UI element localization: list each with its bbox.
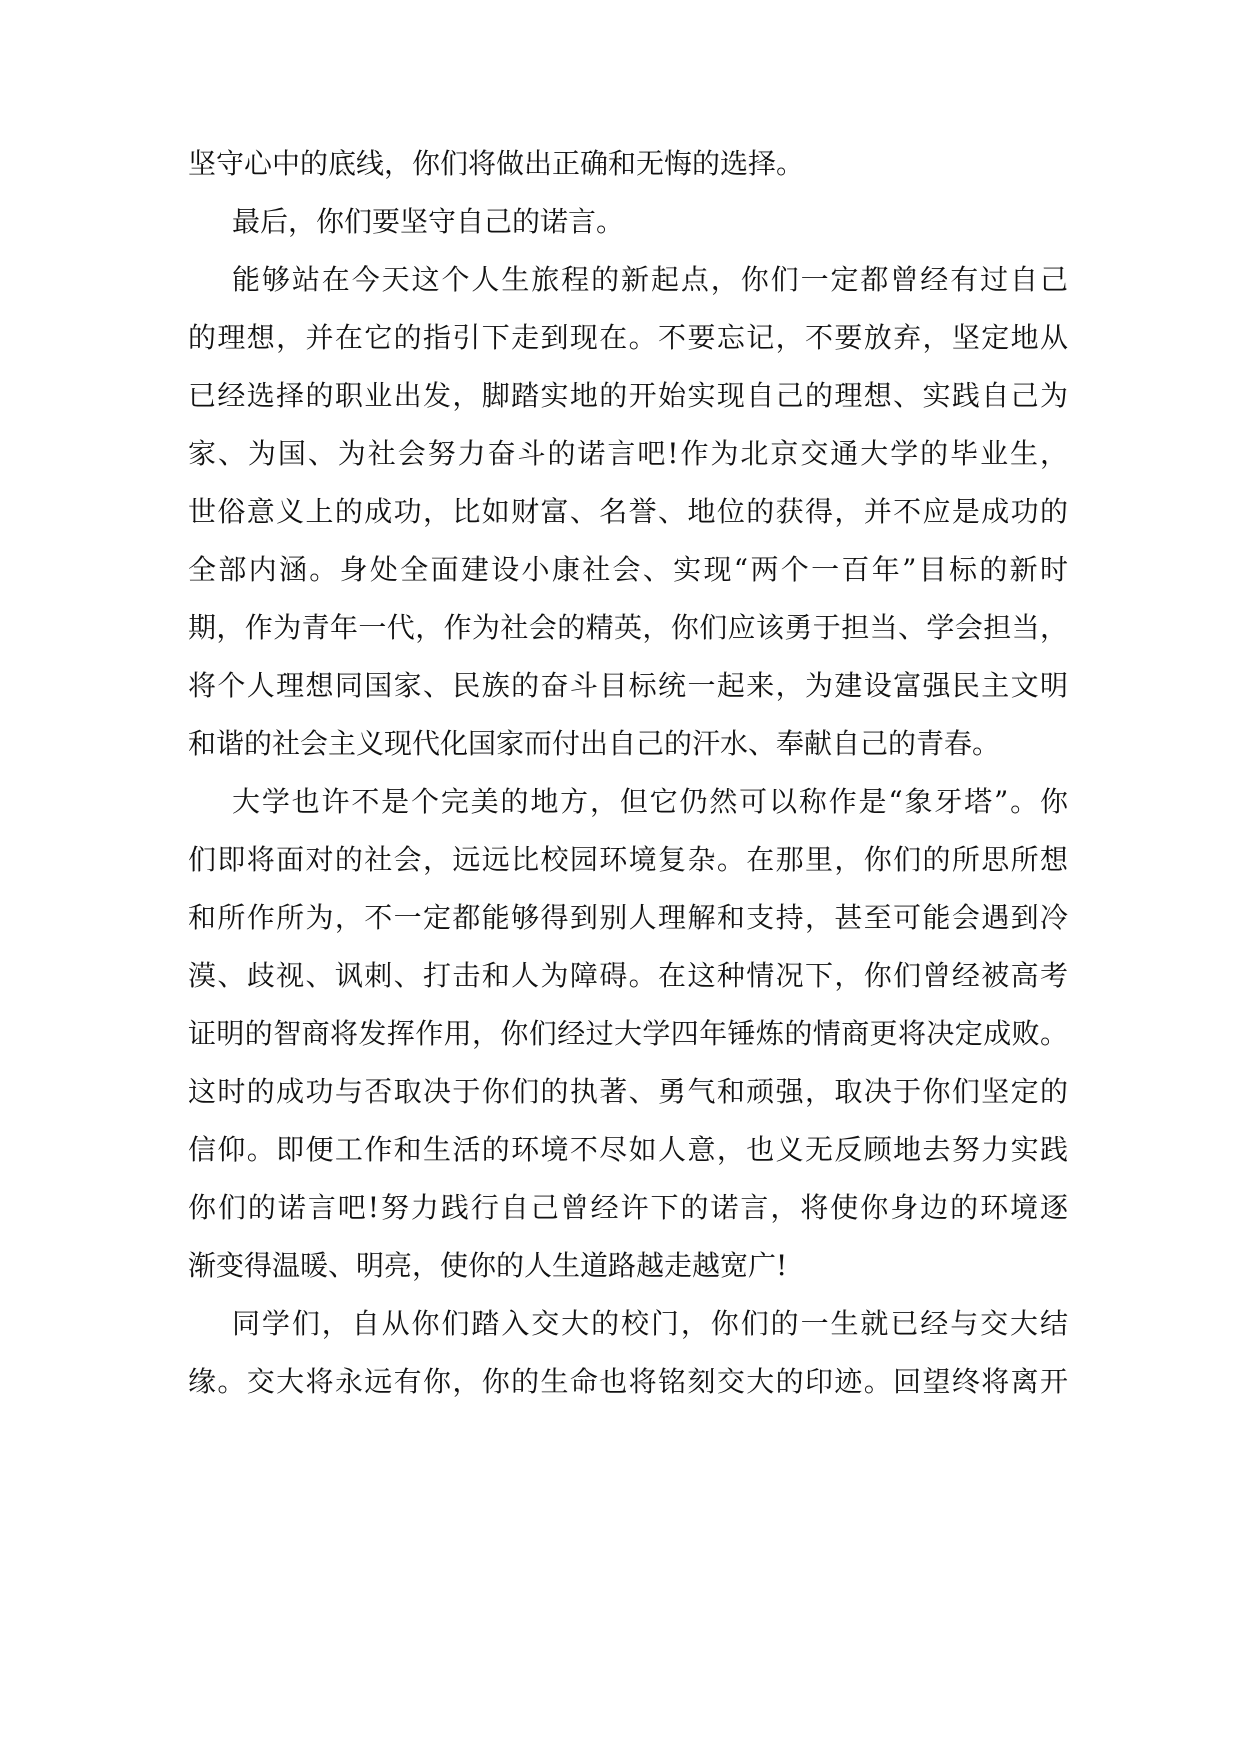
text-line: 将个人理想同国家、民族的奋斗目标统一起来，为建设富强民主文明 [188, 669, 1068, 702]
text-line: 最后，你们要坚守自己的诺言。 [232, 205, 625, 238]
text-line: 同学们，自从你们踏入交大的校门，你们的一生就已经与交大结 [232, 1307, 1068, 1340]
text-line: 和谐的社会主义现代化国家而付出自己的汗水、奉献自己的青春。 [188, 727, 1001, 760]
text-line: 能够站在今天这个人生旅程的新起点，你们一定都曾经有过自己 [232, 263, 1068, 296]
text-line: 漠、歧视、讽刺、打击和人为障碍。在这种情况下，你们曾经被高考 [188, 959, 1068, 992]
text-line: 期，作为青年一代，作为社会的精英，你们应该勇于担当、学会担当， [188, 611, 1068, 644]
text-line: 全部内涵。身处全面建设小康社会、实现“两个一百年”目标的新时 [188, 553, 1068, 586]
text-line: 你们的诺言吧!努力践行自己曾经许下的诺言，将使你身边的环境逐 [188, 1191, 1068, 1224]
text-line: 们即将面对的社会，远远比校园环境复杂。在那里，你们的所思所想 [188, 843, 1068, 876]
text-line: 渐变得温暖、明亮，使你的人生道路越走越宽广! [188, 1249, 788, 1282]
text-line: 大学也许不是个完美的地方，但它仍然可以称作是“象牙塔”。你 [232, 785, 1068, 818]
text-line: 家、为国、为社会努力奋斗的诺言吧!作为北京交通大学的毕业生， [188, 437, 1068, 470]
text-line: 世俗意义上的成功，比如财富、名誉、地位的获得，并不应是成功的 [188, 495, 1068, 528]
text-line: 缘。交大将永远有你，你的生命也将铭刻交大的印迹。回望终将离开 [188, 1365, 1068, 1398]
text-line: 坚守心中的底线，你们将做出正确和无悔的选择。 [188, 147, 805, 180]
text-line: 信仰。即便工作和生活的环境不尽如人意，也义无反顾地去努力实践 [188, 1133, 1068, 1166]
text-line: 证明的智商将发挥作用，你们经过大学四年锤炼的情商更将决定成败。 [188, 1017, 1068, 1050]
text-line: 和所作所为，不一定都能够得到别人理解和支持，甚至可能会遇到冷 [188, 901, 1068, 934]
text-line: 这时的成功与否取决于你们的执著、勇气和顽强，取决于你们坚定的 [188, 1075, 1068, 1108]
text-line: 的理想，并在它的指引下走到现在。不要忘记，不要放弃，坚定地从 [188, 321, 1068, 354]
text-line: 已经选择的职业出发，脚踏实地的开始实现自己的理想、实践自己为 [188, 379, 1068, 412]
